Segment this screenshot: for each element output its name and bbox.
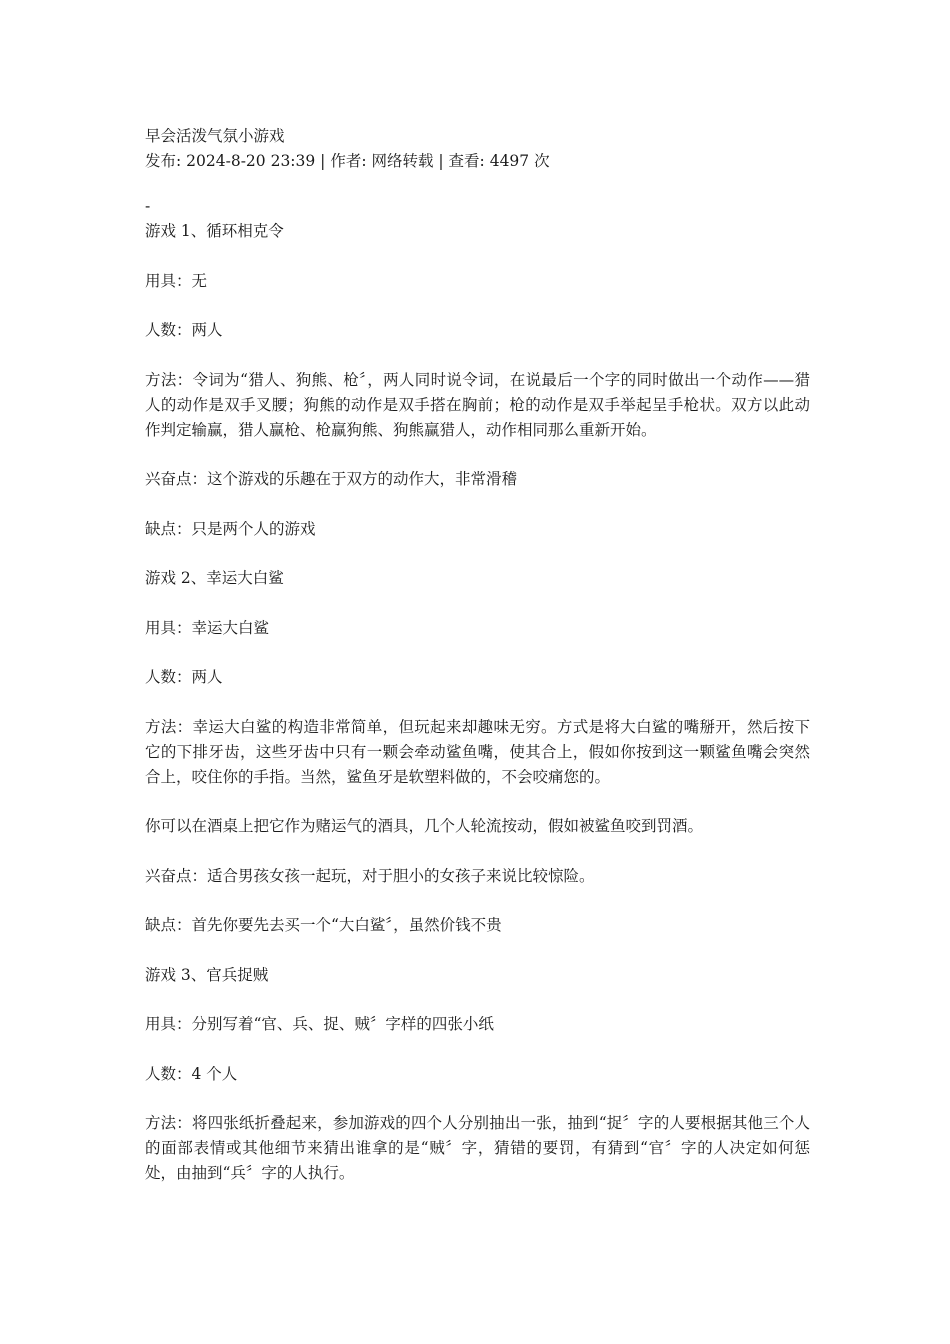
game-1-method: 方法：令词为“猎人、狗熊、枪〞，两人同时说令词，在说最后一个字的同时做出一个动作——猎人的动作是双手叉腰；狗熊的动作是双手搭在胸前；枪的动作是双手举起呈手枪状。双方以此动作判定输赢，猎人赢枪、枪赢狗熊、狗熊赢猎人，动作相同那么重新开始。 (145, 370, 810, 439)
game-2-usage: 你可以在酒桌上把它作为赌运气的酒具，几个人轮流按动，假如被鲨鱼咬到罚酒。 (145, 817, 704, 835)
game-3-method: 方法：将四张纸折叠起来，参加游戏的四个人分别抽出一张，抽到“捉〞字的人要根据其他三个人的面部表情或其他细节来猜出谁拿的是“贼〞字，猜错的要罚，有猜到“官〞字的人决定如何惩处，由抽到“兵〞字的人执行。 (145, 1114, 810, 1182)
game-3-tools: 用具：分别写着“官、兵、捉、贼〞字样的四张小纸 (145, 1015, 494, 1033)
game-2-players: 人数：两人 (145, 668, 223, 686)
document-meta: 发布: 2024-8-20 23:39 | 作者: 网络转载 | 查看: 4497 次 (145, 152, 550, 170)
game-1-players: 人数：两人 (145, 321, 223, 339)
game-3-heading: 游戏 3、官兵捉贼 (145, 965, 269, 984)
game-1-tools: 用具：无 (145, 271, 208, 290)
game-2-method: 方法：幸运大白鲨的构造非常简单，但玩起来却趣味无穷。方式是将大白鲨的嘴掰开，然后按下它的下排牙齿，这些牙齿中只有一颗会牵动鲨鱼嘴，使其合上，假如你按到这一颗鲨鱼嘴会突然合上，咬住你的手指。当然，鲨鱼牙是软塑料做的，不会咬痛您的。 (145, 717, 810, 786)
document-title: 早会活泼气氛小游戏 (145, 127, 285, 145)
document-page (145, 124, 810, 1211)
game-2-highlight: 兴奋点：适合男孩女孩一起玩，对于胆小的女孩子来说比较惊险。 (145, 866, 595, 885)
game-1-highlight: 兴奋点：这个游戏的乐趣在于双方的动作大，非常滑稽 (145, 470, 518, 488)
game-2-heading: 游戏 2、幸运大白鲨 (145, 569, 284, 587)
game-1-heading: 游戏 1、循环相克令 (145, 222, 284, 240)
separator-dash: - (145, 197, 151, 215)
game-2-tools: 用具：幸运大白鲨 (145, 618, 270, 637)
game-1-drawback: 缺点：只是两个人的游戏 (145, 519, 316, 538)
game-2-drawback: 缺点：首先你要先去买一个“大白鲨〞，虽然价钱不贵 (145, 916, 502, 934)
game-3-players: 人数：4 个人 (145, 1064, 238, 1083)
